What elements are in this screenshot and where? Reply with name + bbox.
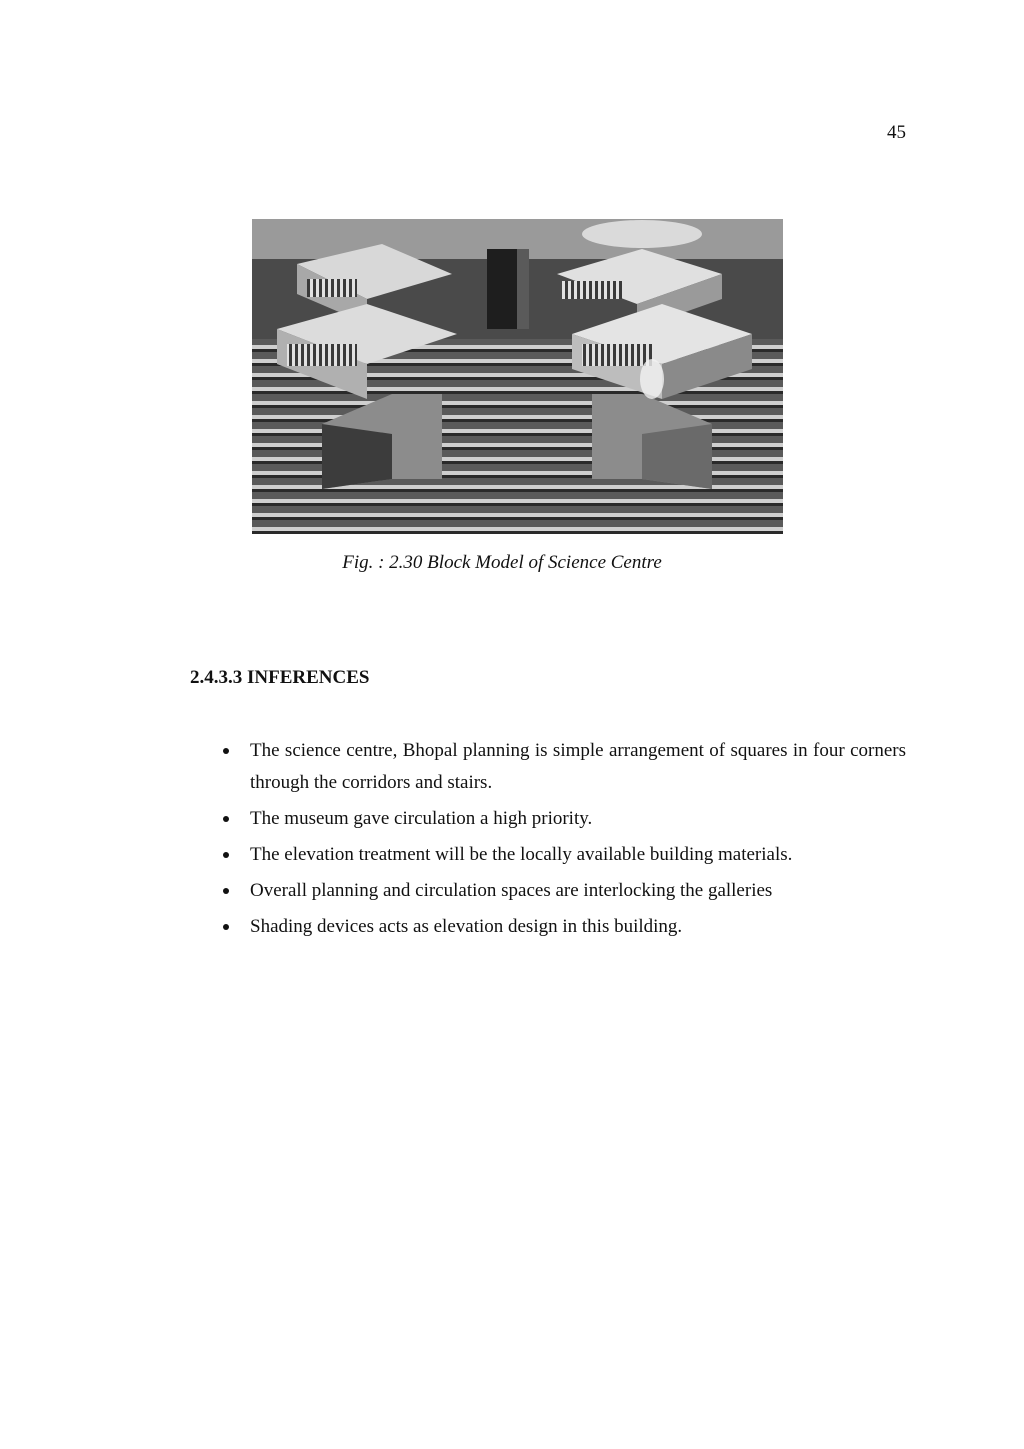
list-item-text: Shading devices acts as elevation design in this building. bbox=[250, 916, 683, 937]
bullet-icon bbox=[223, 924, 229, 930]
list-item bbox=[190, 911, 906, 943]
list-item bbox=[190, 875, 906, 907]
figure-caption: Fig. : 2.30 Block Model of Science Centre bbox=[342, 552, 662, 573]
list-item bbox=[190, 839, 906, 871]
page-number: 45 bbox=[887, 122, 906, 143]
inferences-list bbox=[190, 735, 906, 947]
bullet-icon bbox=[223, 852, 229, 858]
list-item-text: The museum gave circulation a high priority. bbox=[250, 808, 593, 829]
list-item-text: The elevation treatment will be the locally available building materials. bbox=[250, 844, 793, 865]
list-item bbox=[190, 803, 906, 835]
bullet-icon bbox=[223, 816, 229, 822]
list-item-text: The science centre, Bhopal planning is simple arrangement of squares in four corners through the corridors and stairs. bbox=[250, 740, 906, 793]
list-item bbox=[190, 735, 906, 799]
block-model-photo bbox=[252, 219, 783, 534]
section-heading: 2.4.3.3 INFERENCES bbox=[190, 667, 370, 688]
bullet-icon bbox=[223, 888, 229, 894]
bullet-icon bbox=[223, 748, 229, 754]
list-item-text: Overall planning and circulation spaces are interlocking the galleries bbox=[250, 880, 773, 901]
